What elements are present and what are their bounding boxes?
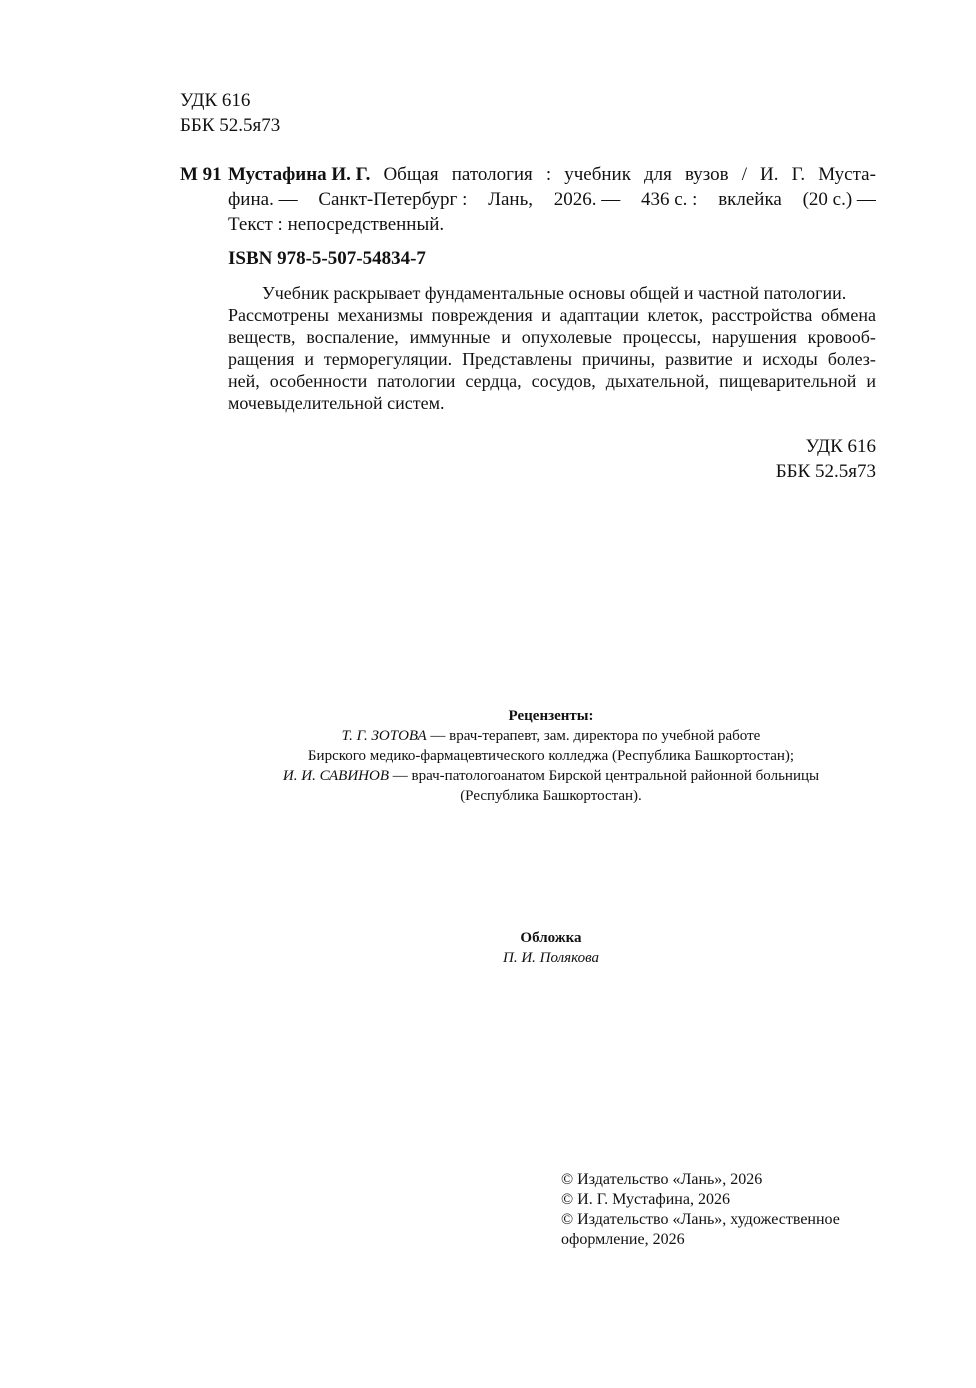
abstract-word: кровооб-: [807, 327, 876, 347]
copyright-line: оформление, 2026: [561, 1231, 685, 1248]
abstract-word: и: [541, 305, 551, 325]
reviewer-1: [240, 726, 862, 746]
abstract-line: [228, 370, 876, 392]
abstract-word: причины,: [581, 349, 656, 369]
cover-credit: [400, 928, 702, 968]
biblio-word: вузов: [684, 164, 729, 185]
udk-code: УДК 616: [805, 436, 876, 457]
abstract-line: [228, 326, 876, 348]
abstract-word: и: [304, 349, 314, 369]
abstract-word: процессы,: [622, 327, 702, 347]
abstract-word: расстройства: [711, 305, 813, 325]
reviewers-block: [240, 706, 862, 806]
bibliographic-record: [180, 162, 876, 237]
classification-codes-bottom: [776, 434, 876, 484]
abstract-word: и: [742, 349, 753, 369]
biblio-word: вклейка: [718, 189, 782, 210]
udk-code: УДК 616: [180, 90, 251, 111]
biblio-word: И.: [760, 164, 779, 185]
reviewer-2-affiliation: (Республика Башкортостан).: [460, 788, 642, 804]
cover-designer: П. И. Полякова: [503, 950, 599, 966]
bbk-code: ББК 52.5я73: [775, 461, 876, 482]
biblio-word: 2026. —: [553, 189, 621, 210]
reviewer-2: [240, 766, 862, 786]
biblio-line-2: [228, 187, 876, 212]
biblio-word: для: [644, 164, 672, 185]
copyright-line: © И. Г. Мустафина, 2026: [561, 1191, 730, 1208]
abstract-word: веществ,: [228, 327, 296, 347]
copyright-line: © Издательство «Лань», 2026: [561, 1171, 763, 1188]
abstract-word: опухолевые: [521, 327, 612, 347]
abstract-word: воспаление,: [306, 327, 399, 347]
abstract-word: терморегуляции.: [323, 349, 453, 369]
abstract-word: болез-: [827, 349, 876, 369]
copyright-line: © Издательство «Лань», художественное: [561, 1211, 840, 1228]
abstract-word: дыхательной,: [605, 371, 710, 391]
abstract-word: обмена: [820, 305, 876, 325]
reviewers-heading: Рецензенты:: [508, 708, 594, 724]
biblio-line-1: [228, 162, 876, 187]
abstract-word: ращения: [228, 349, 295, 369]
abstract-word: нарушения: [711, 327, 797, 347]
isbn: ISBN 978-5-507-54834-7: [228, 248, 426, 269]
author-mark: М 91: [180, 164, 222, 185]
abstract-word: иммунные: [409, 327, 491, 347]
abstract-word: развитие: [665, 349, 733, 369]
author-name: Мустафина И. Г.: [228, 164, 371, 185]
abstract-word: патологии: [377, 371, 456, 391]
abstract-word: и: [866, 371, 876, 391]
abstract-line: мочевыделительной систем.: [228, 393, 445, 413]
abstract-word: механизмы: [337, 305, 423, 325]
biblio-word: :: [545, 164, 552, 185]
abstract-word: исходы: [762, 349, 818, 369]
abstract-word: ней,: [228, 371, 260, 391]
bibliographic-description: [228, 162, 876, 237]
reviewer-1-name: Т. Г. ЗОТОВА: [341, 728, 427, 744]
abstract-word: сосудов,: [531, 371, 596, 391]
biblio-word: Лань,: [488, 189, 534, 210]
abstract: [228, 282, 876, 414]
abstract-word: особенности: [269, 371, 368, 391]
abstract-word: Представлены: [462, 349, 572, 369]
biblio-word: (20 с.) —: [802, 189, 876, 210]
reviewer-2-name: И. И. САВИНОВ: [282, 768, 389, 784]
abstract-word: Рассмотрены: [228, 305, 329, 325]
biblio-word: /: [741, 164, 747, 185]
abstract-word: повреждения: [431, 305, 533, 325]
biblio-word: учебник: [564, 164, 631, 185]
biblio-word: Муста-: [818, 164, 876, 185]
biblio-word: Санкт-Петербург :: [318, 189, 468, 210]
biblio-word: фина. —: [228, 189, 298, 210]
abstract-word: сердца,: [465, 371, 522, 391]
biblio-line-3: Текст : непосредственный.: [228, 214, 445, 235]
reviewer-1-position: — врач-терапевт, зам. директора по учебной работе: [426, 728, 761, 744]
abstract-line: Учебник раскрывает фундаментальные основы общей и частной патологии.: [262, 283, 847, 303]
abstract-line: [228, 304, 876, 326]
reviewer-1-affiliation: Бирского медико-фармацевтического колледжа (Республика Башкортостан);: [307, 748, 795, 764]
cover-heading: Обложка: [520, 930, 582, 946]
biblio-word: 436 с. :: [640, 189, 698, 210]
abstract-word: клеток,: [647, 305, 704, 325]
biblio-word: Общая: [383, 164, 439, 185]
abstract-word: и: [501, 327, 511, 347]
biblio-word: патология: [451, 164, 533, 185]
bbk-code: ББК 52.5я73: [180, 115, 281, 136]
abstract-word: пищеварительной: [719, 371, 857, 391]
abstract-line: [228, 348, 876, 370]
biblio-word: Г.: [791, 164, 806, 185]
abstract-word: адаптации: [559, 305, 639, 325]
copyright-block: [561, 1170, 840, 1250]
reviewer-2-position: — врач-патологоанатом Бирской центральной районной больницы: [389, 768, 820, 784]
classification-codes-top: [180, 88, 280, 138]
